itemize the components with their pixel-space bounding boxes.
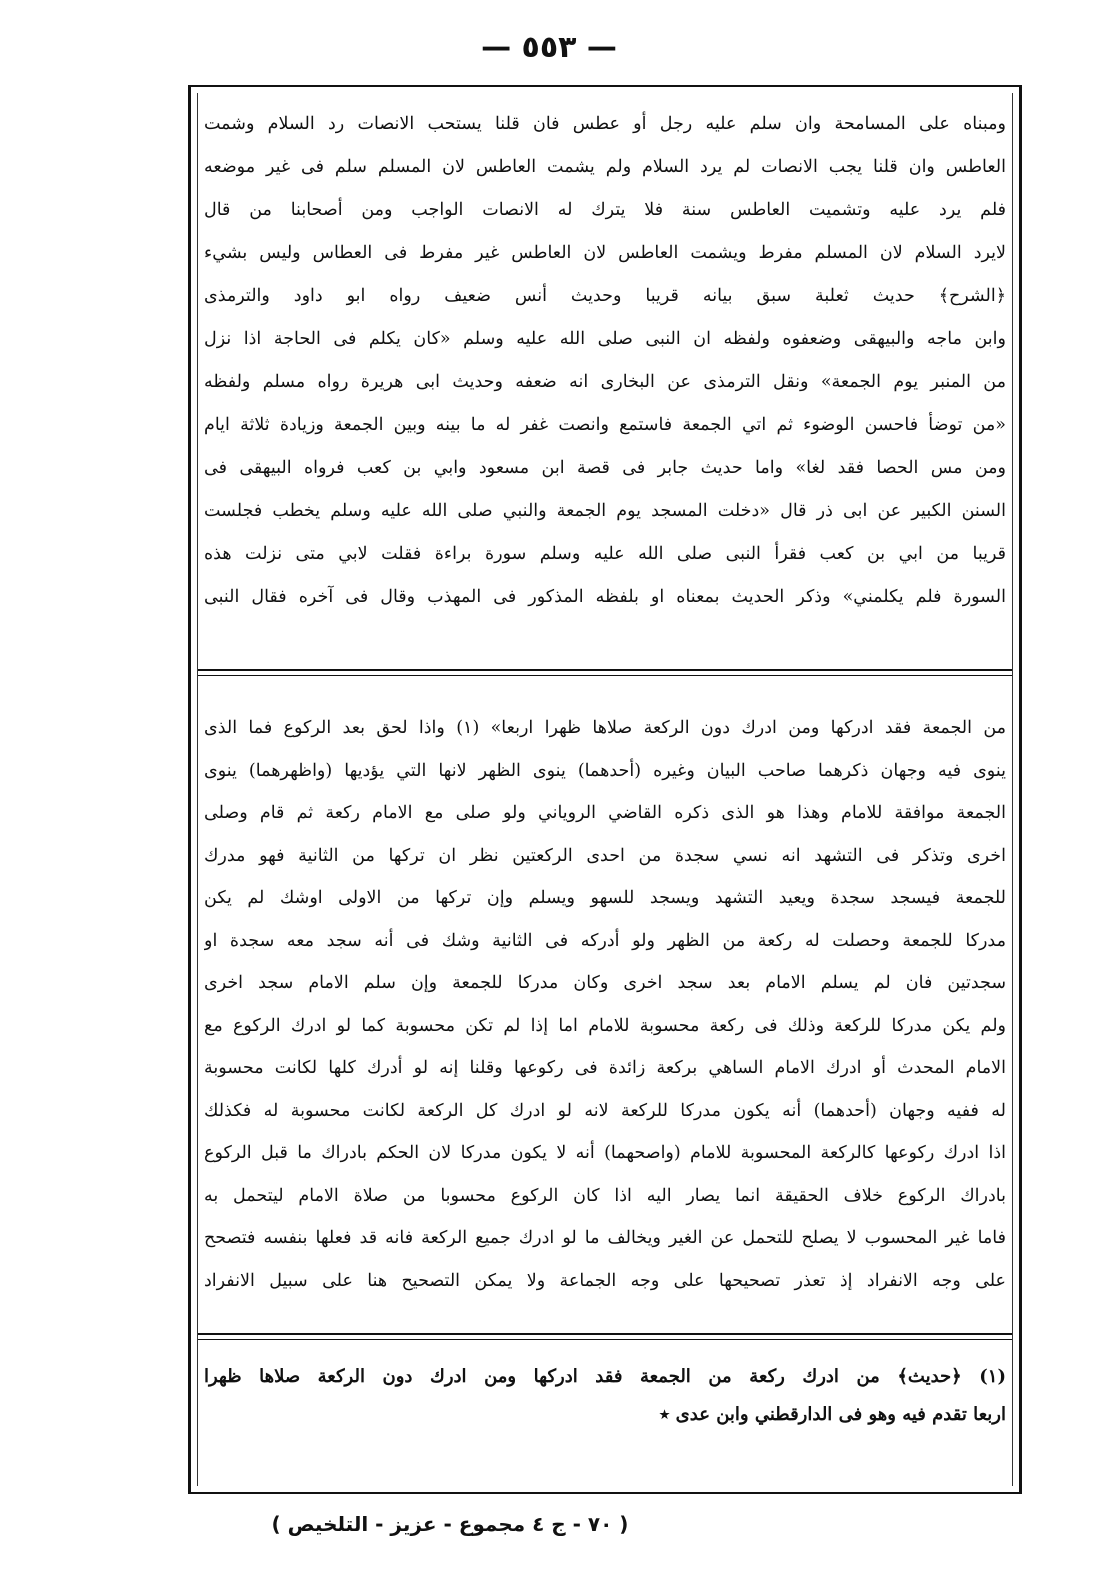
lower-line: ينوى فيه وجهان ذكرهما صاحب البيان وغيره (أحدهما) ينوى الظهر لانها التي يؤديها (واظهرهما) ينوى xyxy=(204,760,1006,781)
lower-line: له ففيه وجهان (أحدهما) أنه يكون مدركا للركعة لانه لو ادرك كل الركعة لكانت محسوبة له فكذلك xyxy=(204,1100,1006,1121)
upper-line: فلم يرد عليه وتشميت العاطس سنة فلا يترك له الانصات الواجب ومن أصحابنا من قال xyxy=(204,200,1006,220)
lower-line: للجمعة فيسجد سجدة ويعيد التشهد ويسجد للسهو ويسلم وإن تركها من الاولى اوشك لم يكن xyxy=(204,888,1006,908)
lower-line: على وجه الانفراد إذ تعذر تصحيحها على وجه الجماعة ولا يمكن التصحيح هنا على سبيل الانفراد xyxy=(204,1270,1006,1291)
lower-line: بادراك الركوع خلاف الحقيقة انما يصار اليه اذا كان الركوع محسوبا من صلاة الامام ليتحمل به xyxy=(204,1185,1006,1206)
upper-line: قريبا من ابي بن كعب فقرأ النبى صلى الله عليه وسلم سورة براءة فقلت لابي متى نزلت هذه xyxy=(204,544,1006,564)
footnote-line: (١) ﴿حديث﴾ من ادرك ركعة من الجمعة فقد ادركها ومن ادرك دون الركعة صلاها ظهرا xyxy=(204,1366,1006,1387)
upper-line: لايرد السلام لان المسلم مفرط ويشمت العاطس لان العاطس غير مفرط فى العطاس وليس بشيء xyxy=(204,243,1006,263)
page-inner-frame xyxy=(197,93,1013,1486)
upper-line: السنن الكبير عن ابى ذر قال «دخلت المسجد يوم الجمعة والنبي صلى الله عليه وسلم يخطب فجلست xyxy=(204,501,1006,521)
section-divider-top xyxy=(198,669,1012,671)
footnote-line: اربعا تقدم فيه وهو فى الدارقطني وابن عدى ٭ xyxy=(659,1404,1006,1425)
lower-line: اخرى وتذكر فى التشهد انه نسي سجدة من احدى الركعتين نظر ان تركها من الثانية فهو مدرك xyxy=(204,845,1006,866)
footnotes-block xyxy=(204,1358,1006,1434)
upper-line: ومن مس الحصا فقد لغا» واما حديث جابر فى قصة ابن مسعود وابي بن كعب فرواه البيهقى فى xyxy=(204,458,1006,478)
lower-line: ولم يكن مدركا للركعة وذلك فى ركعة محسوبة للامام اما إذا لم تكن محسوبة كما لو ادرك الركوع مع xyxy=(204,1015,1006,1036)
upper-line: السورة فلم يكلمني» وذكر الحديث بمعناه او بلفظه المذكور فى المهذب وقال فى آخره فقال النبى xyxy=(204,587,1006,607)
upper-line: العاطس وان قلنا يجب الانصات لم يرد السلام ولم يشمت العاطس لان المسلم سلم فى غير موضعه xyxy=(204,157,1006,177)
upper-line: ومبناه على المسامحة وان سلم عليه رجل أو عطس فان قلنا يستحب الانصات رد السلام وشمت xyxy=(204,114,1006,134)
lower-line: اذا ادرك ركوعها كالركعة المحسوبة للامام (واصحهما) أنه لا يكون مدركا لان الحكم بادراك ما قبل الركوع xyxy=(204,1143,1006,1163)
lower-line: الجمعة موافقة للامام وهذا هو الذى ذكره القاضي الروياني ولو صلى مع الامام ركعة ثم قام وصلى xyxy=(204,803,1006,823)
lower-line: الامام المحدث أو ادرك الامام الساهي بركعة زائدة فى ركوعها وقلنا إنه لو أدرك كلها لكانت محسوبة xyxy=(204,1058,1006,1078)
page-frame xyxy=(188,85,1022,1494)
lower-line: فاما غير المحسوب لا يصلح للتحمل عن الغير ويخالف ما لو ادرك جميع الركعة فانه قد فعلها بنفسه فتصحح xyxy=(204,1228,1006,1248)
lower-text-block xyxy=(204,707,1006,1302)
upper-line: وابن ماجه والبيهقى وضعفوه ولفظه ان النبى صلى الله عليه وسلم «كان يكلم فى الحاجة اذا نزل xyxy=(204,329,1006,349)
lower-line: سجدتين فان لم يسلم الامام بعد سجد اخرى وكان مدركا للجمعة وإن سلم الامام سجد اخرى xyxy=(204,973,1006,993)
signature-footer: ( ٧٠ - ج ٤ مجموع - عزيز - التلخيص ) xyxy=(271,1512,629,1536)
footnote-divider-bottom xyxy=(198,1339,1012,1340)
upper-line: ﴿الشرح﴾ حديث ثعلبة سبق بيانه قريبا وحديث أنس ضعيف رواه ابو داود والترمذى xyxy=(204,286,1006,306)
lower-line: مدركا للجمعة وحصلت له ركعة من الظهر ولو أدركه فى الثانية وشك فى أنه سجد معه سجدة او xyxy=(204,930,1006,951)
upper-line: «من توضأ فاحسن الوضوء ثم اتي الجمعة فاستمع وانصت غفر له ما بينه وبين الجمعة وزيادة ثلاثة ايام xyxy=(204,415,1006,435)
section-divider-bottom xyxy=(198,675,1012,676)
page-number: — ٥٥٣ — xyxy=(481,30,617,65)
upper-line: من المنبر يوم الجمعة» ونقل الترمذى عن البخارى انه ضعفه وحديث ابى هريرة رواه مسلم ولفظه xyxy=(204,372,1006,392)
upper-text-block xyxy=(204,103,1006,619)
lower-line: من الجمعة فقد ادركها ومن ادرك دون الركعة صلاها ظهرا اربعا» (١) واذا لحق بعد الركوع فما الذى xyxy=(204,718,1006,738)
footnote-divider-top xyxy=(198,1333,1012,1335)
